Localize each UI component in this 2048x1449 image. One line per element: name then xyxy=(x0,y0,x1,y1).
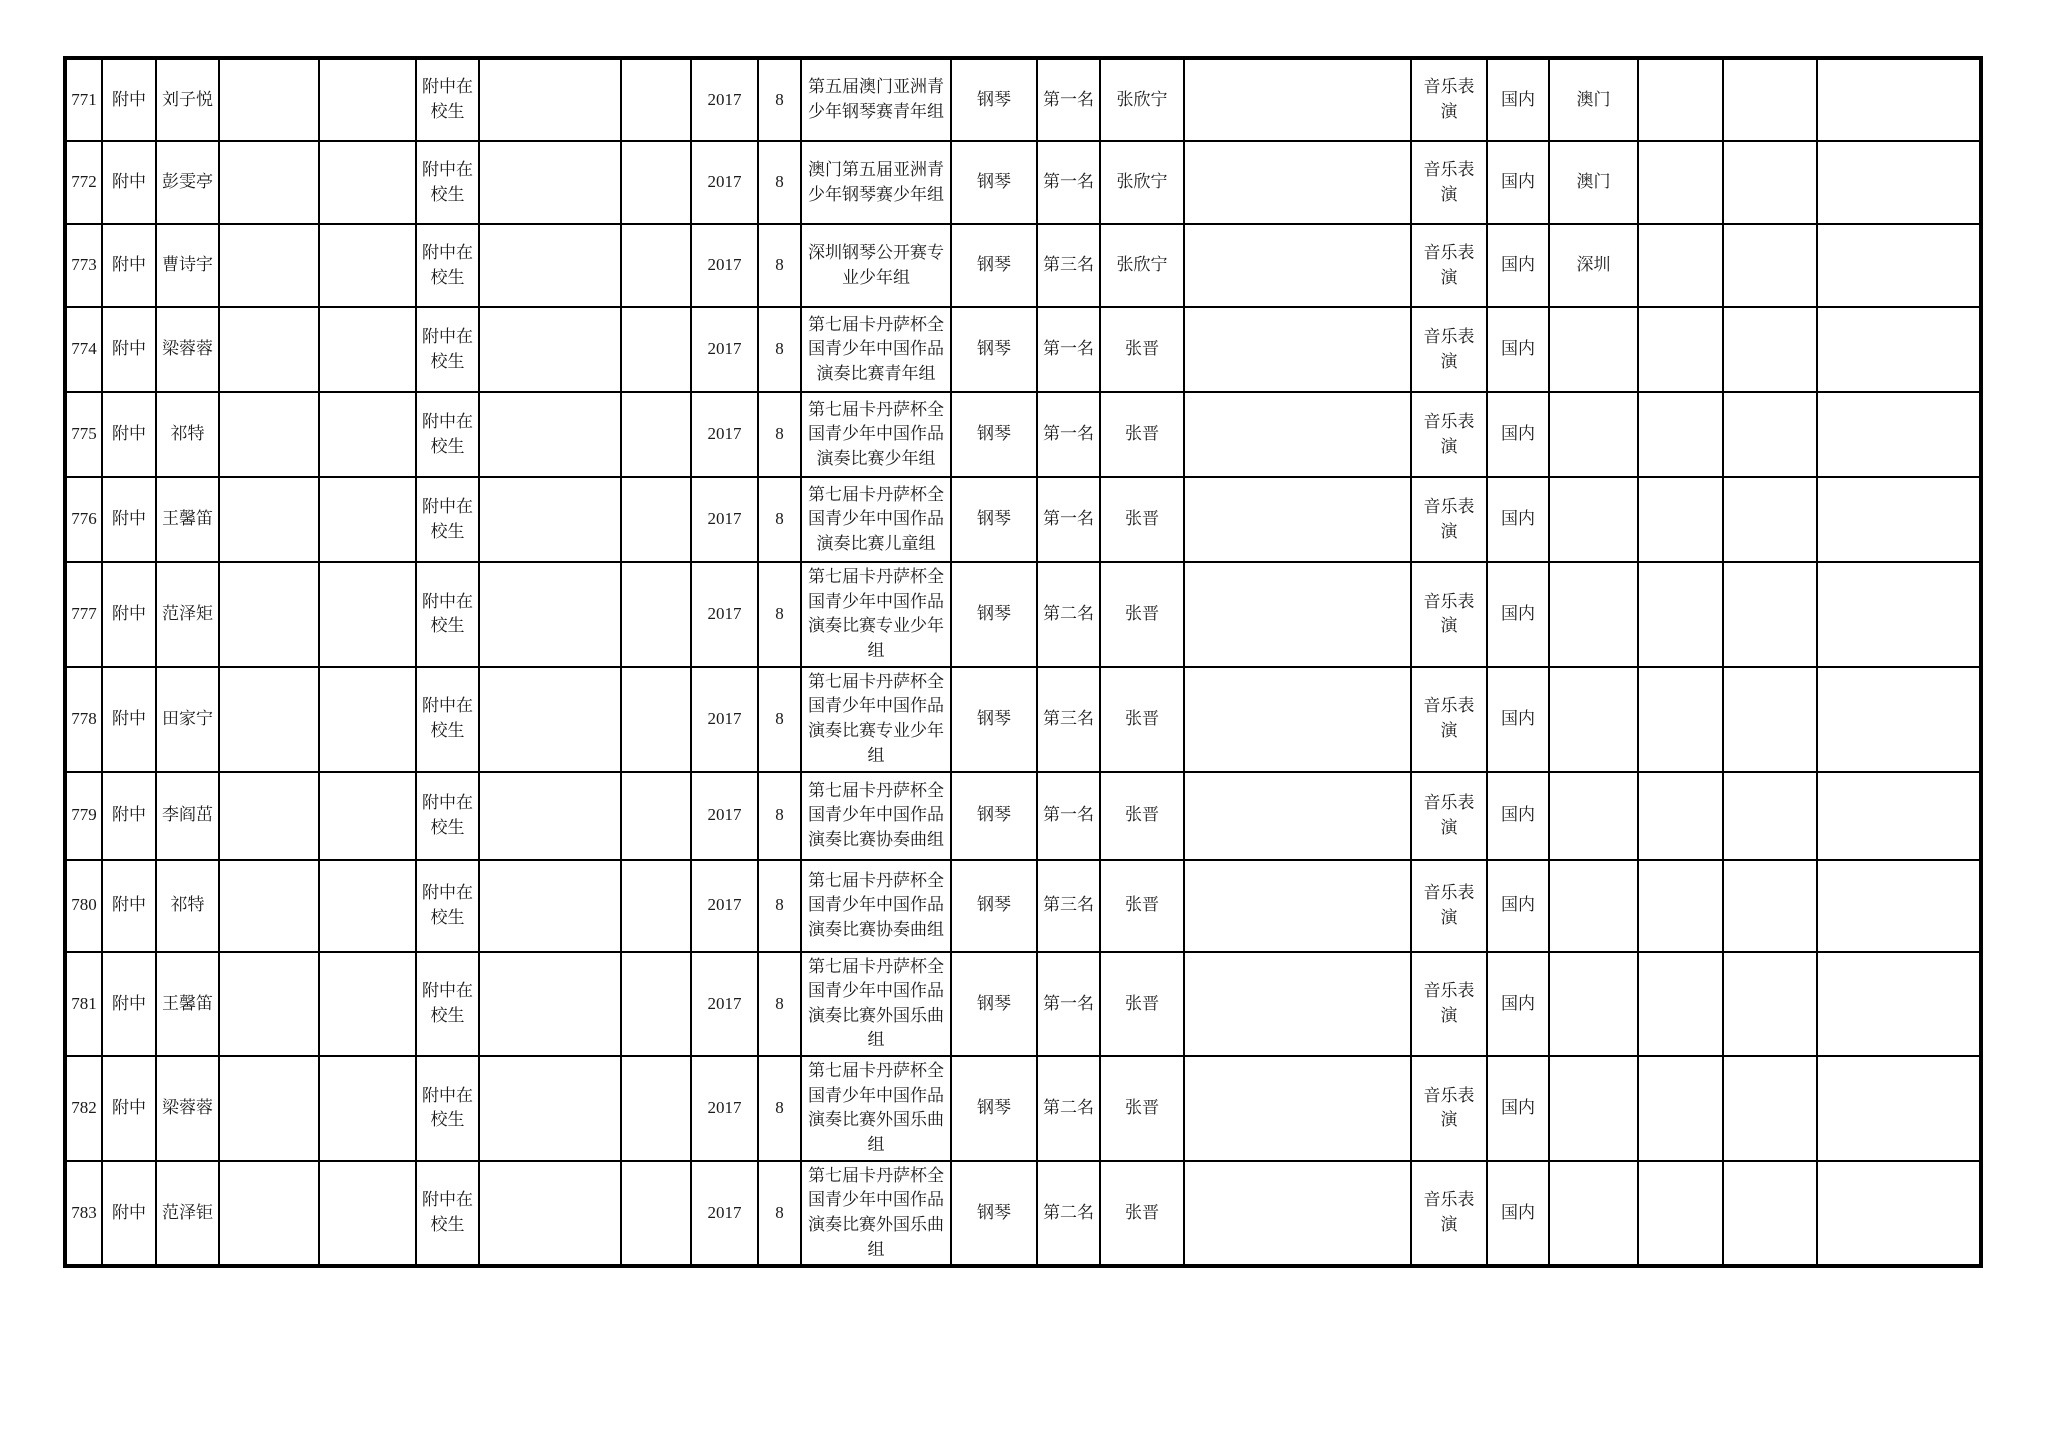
cell-month: 8 xyxy=(758,952,801,1057)
cell-dept: 附中 xyxy=(102,477,156,562)
cell-major: 音乐表演 xyxy=(1411,58,1487,141)
cell-month: 8 xyxy=(758,392,801,477)
cell-year: 2017 xyxy=(691,772,758,860)
cell-major: 音乐表演 xyxy=(1411,224,1487,307)
cell-no: 777 xyxy=(65,562,102,667)
cell-empty xyxy=(319,307,416,392)
cell-competition: 第七届卡丹萨杯全国青少年中国作品演奏比赛外国乐曲组 xyxy=(801,1161,951,1267)
cell-name: 彭雯亭 xyxy=(156,141,219,224)
cell-dept: 附中 xyxy=(102,392,156,477)
cell-dept: 附中 xyxy=(102,562,156,667)
cell-rank: 第三名 xyxy=(1037,224,1100,307)
cell-year: 2017 xyxy=(691,860,758,952)
cell-major: 音乐表演 xyxy=(1411,562,1487,667)
cell-competition: 澳门第五届亚洲青少年钢琴赛少年组 xyxy=(801,141,951,224)
table-row xyxy=(65,952,1981,1057)
cell-teacher: 张晋 xyxy=(1100,307,1184,392)
cell-no: 780 xyxy=(65,860,102,952)
cell-rank: 第一名 xyxy=(1037,477,1100,562)
cell-no: 781 xyxy=(65,952,102,1057)
cell-empty xyxy=(621,562,691,667)
cell-empty xyxy=(1723,562,1817,667)
cell-month: 8 xyxy=(758,1161,801,1267)
table-row xyxy=(65,562,1981,667)
cell-empty xyxy=(1184,772,1411,860)
cell-location: 澳门 xyxy=(1549,58,1638,141)
cell-empty xyxy=(219,1056,319,1161)
table-row xyxy=(65,224,1981,307)
cell-no: 772 xyxy=(65,141,102,224)
cell-empty xyxy=(1184,307,1411,392)
cell-name: 祁特 xyxy=(156,392,219,477)
cell-status: 附中在校生 xyxy=(416,392,479,477)
cell-location: 深圳 xyxy=(1549,224,1638,307)
cell-empty xyxy=(1817,952,1981,1057)
cell-location: 澳门 xyxy=(1549,141,1638,224)
cell-empty xyxy=(219,392,319,477)
cell-empty xyxy=(219,1161,319,1267)
cell-dept: 附中 xyxy=(102,58,156,141)
cell-empty xyxy=(1723,224,1817,307)
cell-teacher: 张欣宁 xyxy=(1100,141,1184,224)
cell-dept: 附中 xyxy=(102,1161,156,1267)
table-row xyxy=(65,141,1981,224)
cell-month: 8 xyxy=(758,860,801,952)
cell-empty xyxy=(621,477,691,562)
cell-empty xyxy=(319,952,416,1057)
cell-dept: 附中 xyxy=(102,772,156,860)
cell-empty xyxy=(1184,667,1411,772)
cell-empty xyxy=(319,477,416,562)
cell-competition: 第七届卡丹萨杯全国青少年中国作品演奏比赛外国乐曲组 xyxy=(801,1056,951,1161)
cell-scope: 国内 xyxy=(1487,667,1549,772)
cell-empty xyxy=(1817,1056,1981,1161)
table-row xyxy=(65,58,1981,141)
cell-empty xyxy=(621,307,691,392)
cell-empty xyxy=(1723,392,1817,477)
cell-empty xyxy=(479,141,621,224)
cell-empty xyxy=(319,772,416,860)
cell-status: 附中在校生 xyxy=(416,772,479,860)
cell-location xyxy=(1549,562,1638,667)
cell-year: 2017 xyxy=(691,1056,758,1161)
cell-instrument: 钢琴 xyxy=(951,667,1037,772)
cell-empty xyxy=(319,562,416,667)
cell-empty xyxy=(1723,141,1817,224)
cell-status: 附中在校生 xyxy=(416,307,479,392)
cell-name: 梁蓉蓉 xyxy=(156,307,219,392)
cell-location xyxy=(1549,1161,1638,1267)
cell-major: 音乐表演 xyxy=(1411,392,1487,477)
cell-empty xyxy=(1817,860,1981,952)
cell-scope: 国内 xyxy=(1487,772,1549,860)
cell-name: 王馨笛 xyxy=(156,477,219,562)
cell-teacher: 张晋 xyxy=(1100,392,1184,477)
cell-empty xyxy=(1817,141,1981,224)
cell-month: 8 xyxy=(758,477,801,562)
cell-teacher: 张欣宁 xyxy=(1100,224,1184,307)
cell-empty xyxy=(1817,1161,1981,1267)
cell-empty xyxy=(1817,58,1981,141)
cell-dept: 附中 xyxy=(102,952,156,1057)
cell-empty xyxy=(479,224,621,307)
cell-dept: 附中 xyxy=(102,307,156,392)
cell-month: 8 xyxy=(758,667,801,772)
cell-empty xyxy=(1184,952,1411,1057)
cell-teacher: 张晋 xyxy=(1100,1161,1184,1267)
cell-empty xyxy=(319,860,416,952)
cell-major: 音乐表演 xyxy=(1411,952,1487,1057)
cell-empty xyxy=(1723,1056,1817,1161)
cell-competition: 深圳钢琴公开赛专业少年组 xyxy=(801,224,951,307)
cell-empty xyxy=(479,307,621,392)
cell-name: 梁蓉蓉 xyxy=(156,1056,219,1161)
cell-empty xyxy=(1723,58,1817,141)
cell-empty xyxy=(219,562,319,667)
cell-scope: 国内 xyxy=(1487,307,1549,392)
cell-empty xyxy=(1638,1056,1723,1161)
cell-empty xyxy=(1723,860,1817,952)
cell-empty xyxy=(1723,1161,1817,1267)
cell-no: 778 xyxy=(65,667,102,772)
cell-no: 775 xyxy=(65,392,102,477)
table-row xyxy=(65,477,1981,562)
cell-instrument: 钢琴 xyxy=(951,141,1037,224)
cell-location xyxy=(1549,477,1638,562)
cell-empty xyxy=(219,224,319,307)
cell-competition: 第五届澳门亚洲青少年钢琴赛青年组 xyxy=(801,58,951,141)
cell-competition: 第七届卡丹萨杯全国青少年中国作品演奏比赛协奏曲组 xyxy=(801,772,951,860)
cell-competition: 第七届卡丹萨杯全国青少年中国作品演奏比赛专业少年组 xyxy=(801,667,951,772)
cell-year: 2017 xyxy=(691,141,758,224)
awards-table-body xyxy=(65,58,1981,1266)
cell-year: 2017 xyxy=(691,307,758,392)
cell-empty xyxy=(479,392,621,477)
cell-major: 音乐表演 xyxy=(1411,667,1487,772)
cell-status: 附中在校生 xyxy=(416,1056,479,1161)
cell-empty xyxy=(319,1161,416,1267)
cell-empty xyxy=(219,860,319,952)
cell-rank: 第二名 xyxy=(1037,1161,1100,1267)
cell-status: 附中在校生 xyxy=(416,477,479,562)
cell-empty xyxy=(219,667,319,772)
cell-empty xyxy=(319,392,416,477)
cell-instrument: 钢琴 xyxy=(951,562,1037,667)
cell-empty xyxy=(1817,392,1981,477)
cell-rank: 第三名 xyxy=(1037,860,1100,952)
cell-empty xyxy=(1638,141,1723,224)
cell-competition: 第七届卡丹萨杯全国青少年中国作品演奏比赛少年组 xyxy=(801,392,951,477)
cell-scope: 国内 xyxy=(1487,224,1549,307)
cell-dept: 附中 xyxy=(102,860,156,952)
cell-empty xyxy=(219,952,319,1057)
cell-teacher: 张晋 xyxy=(1100,952,1184,1057)
cell-empty xyxy=(1817,307,1981,392)
cell-name: 刘子悦 xyxy=(156,58,219,141)
table-row xyxy=(65,1161,1981,1267)
cell-competition: 第七届卡丹萨杯全国青少年中国作品演奏比赛外国乐曲组 xyxy=(801,952,951,1057)
cell-empty xyxy=(621,952,691,1057)
cell-major: 音乐表演 xyxy=(1411,307,1487,392)
cell-status: 附中在校生 xyxy=(416,952,479,1057)
cell-scope: 国内 xyxy=(1487,141,1549,224)
cell-empty xyxy=(1638,58,1723,141)
cell-empty xyxy=(479,772,621,860)
cell-empty xyxy=(319,1056,416,1161)
cell-dept: 附中 xyxy=(102,667,156,772)
cell-location xyxy=(1549,952,1638,1057)
cell-no: 771 xyxy=(65,58,102,141)
cell-empty xyxy=(219,772,319,860)
cell-month: 8 xyxy=(758,224,801,307)
cell-empty xyxy=(1638,307,1723,392)
cell-empty xyxy=(479,477,621,562)
cell-empty xyxy=(621,58,691,141)
cell-empty xyxy=(1638,1161,1723,1267)
table-row xyxy=(65,392,1981,477)
cell-empty xyxy=(1184,1161,1411,1267)
cell-empty xyxy=(1638,562,1723,667)
cell-year: 2017 xyxy=(691,1161,758,1267)
cell-empty xyxy=(1184,141,1411,224)
cell-empty xyxy=(1638,952,1723,1057)
cell-empty xyxy=(1817,667,1981,772)
cell-month: 8 xyxy=(758,307,801,392)
table-row xyxy=(65,860,1981,952)
cell-name: 曹诗宇 xyxy=(156,224,219,307)
cell-major: 音乐表演 xyxy=(1411,141,1487,224)
cell-instrument: 钢琴 xyxy=(951,307,1037,392)
cell-scope: 国内 xyxy=(1487,477,1549,562)
cell-instrument: 钢琴 xyxy=(951,772,1037,860)
cell-empty xyxy=(1184,562,1411,667)
cell-status: 附中在校生 xyxy=(416,667,479,772)
cell-major: 音乐表演 xyxy=(1411,772,1487,860)
cell-status: 附中在校生 xyxy=(416,860,479,952)
cell-name: 祁特 xyxy=(156,860,219,952)
cell-location xyxy=(1549,667,1638,772)
cell-instrument: 钢琴 xyxy=(951,224,1037,307)
cell-rank: 第一名 xyxy=(1037,952,1100,1057)
cell-no: 783 xyxy=(65,1161,102,1267)
cell-empty xyxy=(319,58,416,141)
table-row xyxy=(65,307,1981,392)
cell-status: 附中在校生 xyxy=(416,224,479,307)
cell-rank: 第一名 xyxy=(1037,307,1100,392)
cell-empty xyxy=(621,667,691,772)
cell-empty xyxy=(219,58,319,141)
cell-competition: 第七届卡丹萨杯全国青少年中国作品演奏比赛儿童组 xyxy=(801,477,951,562)
cell-rank: 第一名 xyxy=(1037,141,1100,224)
cell-empty xyxy=(1184,58,1411,141)
cell-dept: 附中 xyxy=(102,1056,156,1161)
cell-empty xyxy=(621,392,691,477)
cell-empty xyxy=(1638,772,1723,860)
cell-empty xyxy=(1184,477,1411,562)
cell-scope: 国内 xyxy=(1487,952,1549,1057)
cell-location xyxy=(1549,860,1638,952)
cell-month: 8 xyxy=(758,562,801,667)
cell-empty xyxy=(621,1161,691,1267)
cell-instrument: 钢琴 xyxy=(951,392,1037,477)
cell-empty xyxy=(1638,477,1723,562)
cell-empty xyxy=(219,141,319,224)
cell-teacher: 张晋 xyxy=(1100,1056,1184,1161)
cell-empty xyxy=(1723,772,1817,860)
cell-status: 附中在校生 xyxy=(416,141,479,224)
cell-competition: 第七届卡丹萨杯全国青少年中国作品演奏比赛青年组 xyxy=(801,307,951,392)
cell-empty xyxy=(1817,562,1981,667)
cell-location xyxy=(1549,1056,1638,1161)
cell-teacher: 张晋 xyxy=(1100,772,1184,860)
cell-name: 范泽矩 xyxy=(156,562,219,667)
cell-empty xyxy=(1638,667,1723,772)
cell-empty xyxy=(1817,224,1981,307)
cell-empty xyxy=(479,1056,621,1161)
cell-year: 2017 xyxy=(691,392,758,477)
cell-rank: 第三名 xyxy=(1037,667,1100,772)
cell-location xyxy=(1549,772,1638,860)
cell-major: 音乐表演 xyxy=(1411,477,1487,562)
cell-empty xyxy=(621,1056,691,1161)
cell-year: 2017 xyxy=(691,667,758,772)
cell-empty xyxy=(1817,477,1981,562)
cell-empty xyxy=(1723,477,1817,562)
cell-empty xyxy=(1184,224,1411,307)
cell-scope: 国内 xyxy=(1487,392,1549,477)
cell-dept: 附中 xyxy=(102,141,156,224)
cell-year: 2017 xyxy=(691,562,758,667)
cell-instrument: 钢琴 xyxy=(951,952,1037,1057)
cell-scope: 国内 xyxy=(1487,58,1549,141)
cell-year: 2017 xyxy=(691,477,758,562)
cell-empty xyxy=(621,772,691,860)
cell-teacher: 张晋 xyxy=(1100,477,1184,562)
table-row xyxy=(65,1056,1981,1161)
cell-rank: 第一名 xyxy=(1037,392,1100,477)
cell-no: 776 xyxy=(65,477,102,562)
cell-empty xyxy=(1184,860,1411,952)
cell-year: 2017 xyxy=(691,224,758,307)
cell-empty xyxy=(1184,1056,1411,1161)
cell-name: 李阎茁 xyxy=(156,772,219,860)
cell-rank: 第二名 xyxy=(1037,1056,1100,1161)
cell-empty xyxy=(319,141,416,224)
cell-empty xyxy=(621,224,691,307)
cell-year: 2017 xyxy=(691,952,758,1057)
cell-empty xyxy=(1638,860,1723,952)
cell-empty xyxy=(621,141,691,224)
cell-empty xyxy=(1723,667,1817,772)
cell-empty xyxy=(319,667,416,772)
cell-empty xyxy=(479,58,621,141)
cell-rank: 第二名 xyxy=(1037,562,1100,667)
cell-status: 附中在校生 xyxy=(416,58,479,141)
cell-teacher: 张晋 xyxy=(1100,562,1184,667)
cell-status: 附中在校生 xyxy=(416,1161,479,1267)
cell-dept: 附中 xyxy=(102,224,156,307)
cell-empty xyxy=(479,860,621,952)
cell-scope: 国内 xyxy=(1487,1056,1549,1161)
cell-empty xyxy=(219,307,319,392)
cell-instrument: 钢琴 xyxy=(951,1056,1037,1161)
cell-no: 779 xyxy=(65,772,102,860)
cell-no: 774 xyxy=(65,307,102,392)
cell-no: 773 xyxy=(65,224,102,307)
cell-name: 王馨笛 xyxy=(156,952,219,1057)
awards-table xyxy=(63,56,1983,1268)
cell-no: 782 xyxy=(65,1056,102,1161)
cell-scope: 国内 xyxy=(1487,1161,1549,1267)
cell-instrument: 钢琴 xyxy=(951,1161,1037,1267)
cell-major: 音乐表演 xyxy=(1411,860,1487,952)
cell-empty xyxy=(479,1161,621,1267)
cell-empty xyxy=(1723,952,1817,1057)
cell-month: 8 xyxy=(758,1056,801,1161)
cell-empty xyxy=(1184,392,1411,477)
cell-location xyxy=(1549,307,1638,392)
cell-month: 8 xyxy=(758,58,801,141)
cell-empty xyxy=(1638,392,1723,477)
table-row xyxy=(65,667,1981,772)
cell-name: 田家宁 xyxy=(156,667,219,772)
cell-empty xyxy=(219,477,319,562)
cell-month: 8 xyxy=(758,141,801,224)
cell-competition: 第七届卡丹萨杯全国青少年中国作品演奏比赛协奏曲组 xyxy=(801,860,951,952)
cell-scope: 国内 xyxy=(1487,860,1549,952)
cell-instrument: 钢琴 xyxy=(951,477,1037,562)
cell-location xyxy=(1549,392,1638,477)
cell-scope: 国内 xyxy=(1487,562,1549,667)
cell-empty xyxy=(1817,772,1981,860)
cell-competition: 第七届卡丹萨杯全国青少年中国作品演奏比赛专业少年组 xyxy=(801,562,951,667)
cell-teacher: 张晋 xyxy=(1100,667,1184,772)
cell-teacher: 张欣宁 xyxy=(1100,58,1184,141)
cell-status: 附中在校生 xyxy=(416,562,479,667)
cell-month: 8 xyxy=(758,772,801,860)
cell-empty xyxy=(621,860,691,952)
table-row xyxy=(65,772,1981,860)
cell-rank: 第一名 xyxy=(1037,58,1100,141)
cell-name: 范泽钜 xyxy=(156,1161,219,1267)
cell-empty xyxy=(319,224,416,307)
cell-empty xyxy=(479,952,621,1057)
cell-major: 音乐表演 xyxy=(1411,1161,1487,1267)
cell-teacher: 张晋 xyxy=(1100,860,1184,952)
cell-empty xyxy=(479,562,621,667)
cell-year: 2017 xyxy=(691,58,758,141)
cell-empty xyxy=(479,667,621,772)
cell-instrument: 钢琴 xyxy=(951,860,1037,952)
cell-empty xyxy=(1723,307,1817,392)
cell-major: 音乐表演 xyxy=(1411,1056,1487,1161)
cell-rank: 第一名 xyxy=(1037,772,1100,860)
cell-empty xyxy=(1638,224,1723,307)
cell-instrument: 钢琴 xyxy=(951,58,1037,141)
